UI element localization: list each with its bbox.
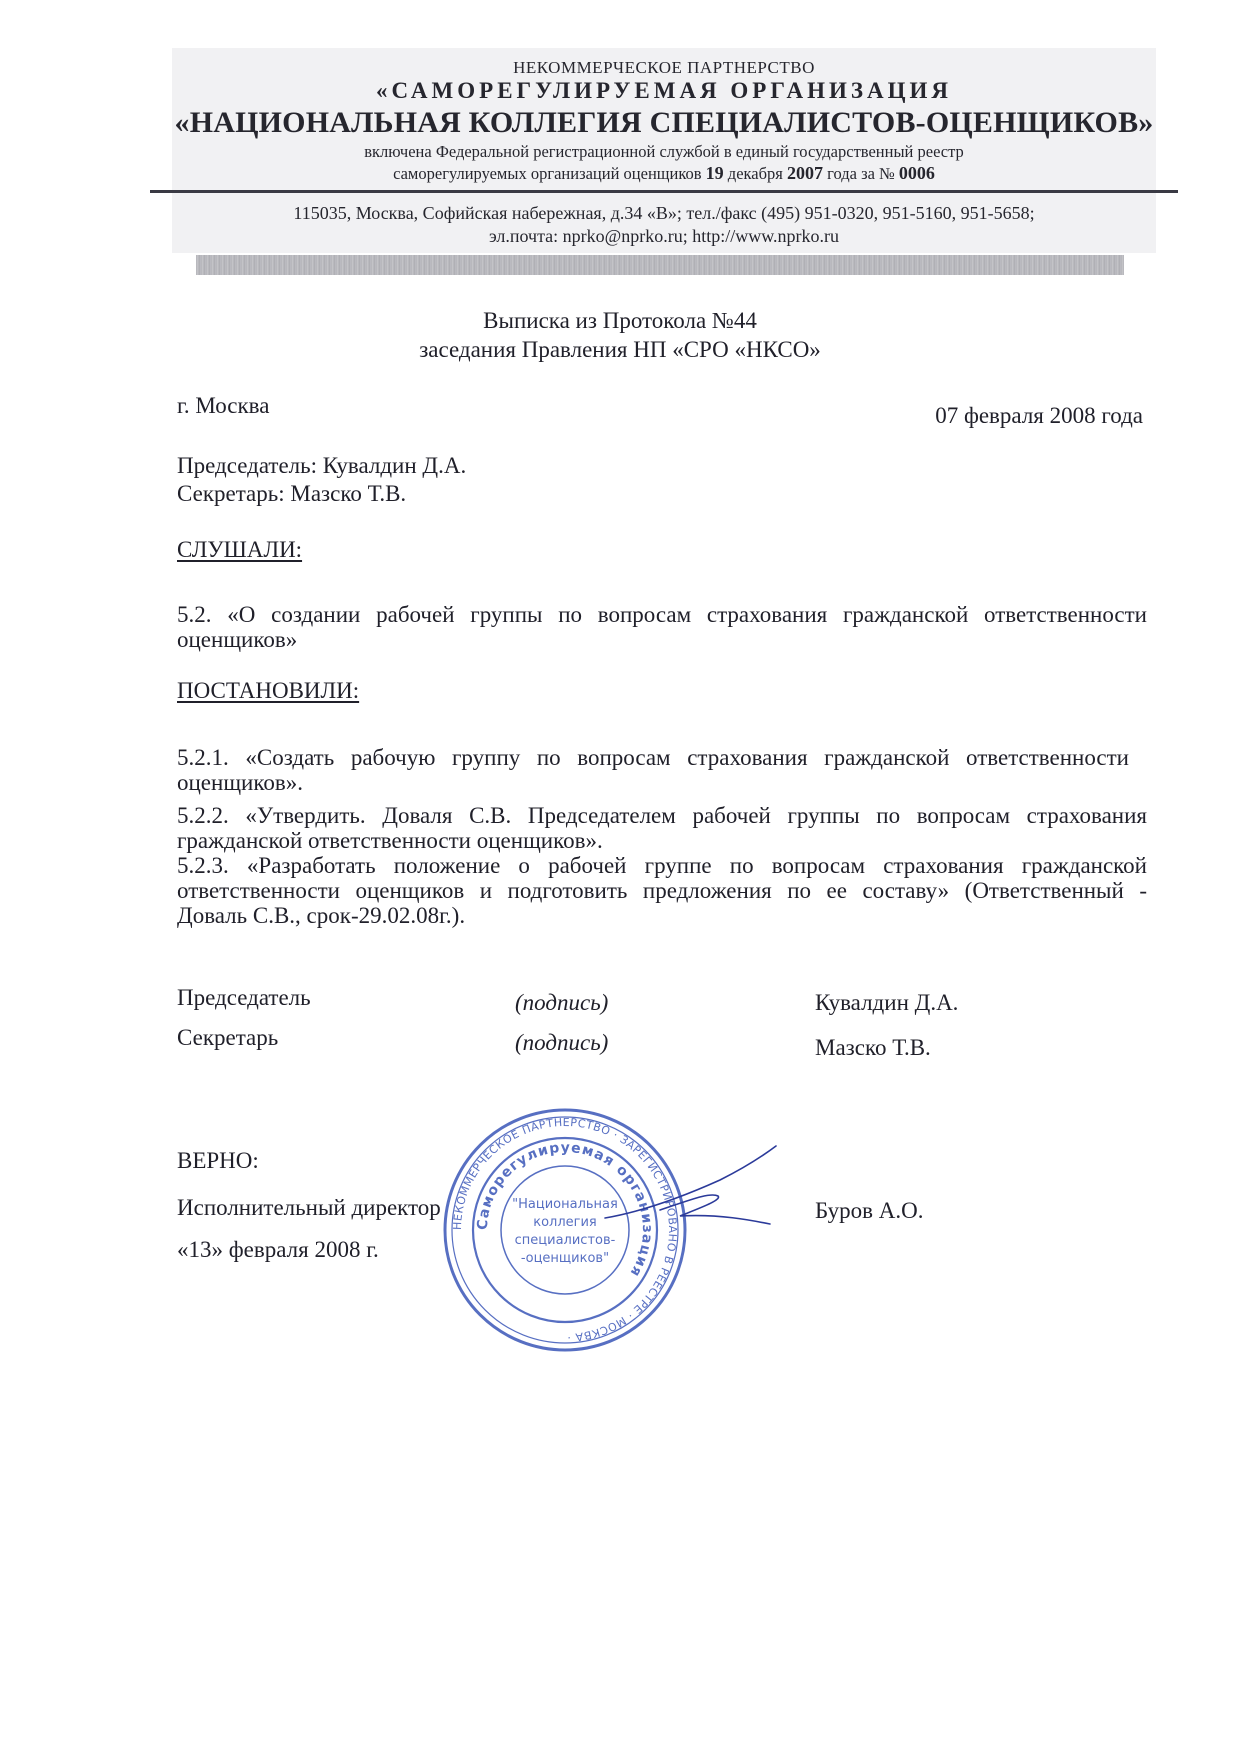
- heard-item: 5.2. «О создании рабочей группы по вопросам страхования гражданской ответственности оценщиков»: [177, 602, 1147, 652]
- letterhead-rule: [150, 190, 1178, 193]
- meeting-date: 07 февраля 2008 года: [935, 403, 1143, 428]
- certified-date: «13» февраля 2008 г.: [177, 1237, 379, 1262]
- city: г. Москва: [177, 393, 270, 418]
- chairman-name: Кувалдин Д.А.: [815, 990, 959, 1015]
- address-line-2: эл.почта: nprko@nprko.ru; http://www.nprko.ru: [488, 226, 840, 246]
- seal-outer-text: НЕКОММЕРЧЕСКОЕ ПАРТНЕРСТВО · ЗАРЕГИСТРИРОВАНО В РЕЕСТРЕ · МОСКВА ·: [450, 1115, 680, 1344]
- chairman-line: Председатель: Кувалдин Д.А.: [177, 453, 467, 478]
- seal-center-2: коллегия: [533, 1215, 597, 1230]
- address-line-1: 115035, Москва, Софийская набережная, д.34 «В»; тел./факс (495) 951-0320, 951-5160, 951-5658;: [293, 203, 1035, 223]
- heard-heading: СЛУШАЛИ:: [177, 537, 303, 562]
- secretary-signature-placeholder: (подпись): [515, 1030, 609, 1055]
- chairman-role: Председатель: [177, 985, 311, 1010]
- org-name: «НАЦИОНАЛЬНАЯ КОЛЛЕГИЯ СПЕЦИАЛИСТОВ-ОЦЕНЩИКОВ»: [174, 106, 1154, 139]
- registry-line-2: саморегулируемых организаций оценщиков 19 декабря 2007 года за № 0006: [393, 163, 935, 183]
- secretary-name: Мазско Т.В.: [815, 1035, 931, 1060]
- resolved-item-2: 5.2.2. «Утвердить. Доваля С.В. Председателем рабочей группы по вопросам страхования гражданской ответственности оценщиков».: [177, 803, 1147, 853]
- secretary-role: Секретарь: [177, 1025, 279, 1050]
- resolved-heading: ПОСТАНОВИЛИ:: [177, 678, 360, 703]
- resolved-item-3: 5.2.3. «Разработать положение о рабочей группе по вопросам страхования гражданской ответственности оценщиков и подготовить предложения по ее составу» (Ответственный - Доваль С.В., срок-29.02.08г.).: [177, 853, 1147, 928]
- certified-label: ВЕРНО:: [177, 1148, 259, 1173]
- seal-center-1: "Национальная: [512, 1197, 618, 1212]
- registry-line-1: включена Федеральной регистрационной службой в единый государственный реестр: [364, 142, 964, 161]
- letterhead-band: [196, 255, 1124, 275]
- org-type: НЕКОММЕРЧЕСКОЕ ПАРТНЕРСТВО: [513, 58, 815, 77]
- director-role: Исполнительный директор: [177, 1195, 441, 1220]
- document-subtitle: заседания Правления НП «СРО «НКСО»: [419, 337, 821, 362]
- director-name: Буров А.О.: [815, 1198, 924, 1223]
- seal-center-3: специалистов-: [514, 1233, 616, 1248]
- seal-inner-text: Саморегулируемая организация: [474, 1139, 656, 1280]
- director-signature: [600, 1140, 780, 1240]
- document-title: Выписка из Протокола №44: [483, 308, 757, 333]
- org-kind: «САМОРЕГУЛИРУЕМАЯ ОРГАНИЗАЦИЯ: [375, 78, 953, 103]
- seal-center-4: -оценщиков": [520, 1251, 610, 1266]
- chairman-signature-placeholder: (подпись): [515, 990, 609, 1015]
- resolved-item-1: 5.2.1. «Создать рабочую группу по вопросам страхования гражданской ответственности оценщиков».: [177, 745, 1129, 795]
- secretary-line: Секретарь: Мазско Т.В.: [177, 481, 407, 506]
- letterhead: [172, 48, 1156, 253]
